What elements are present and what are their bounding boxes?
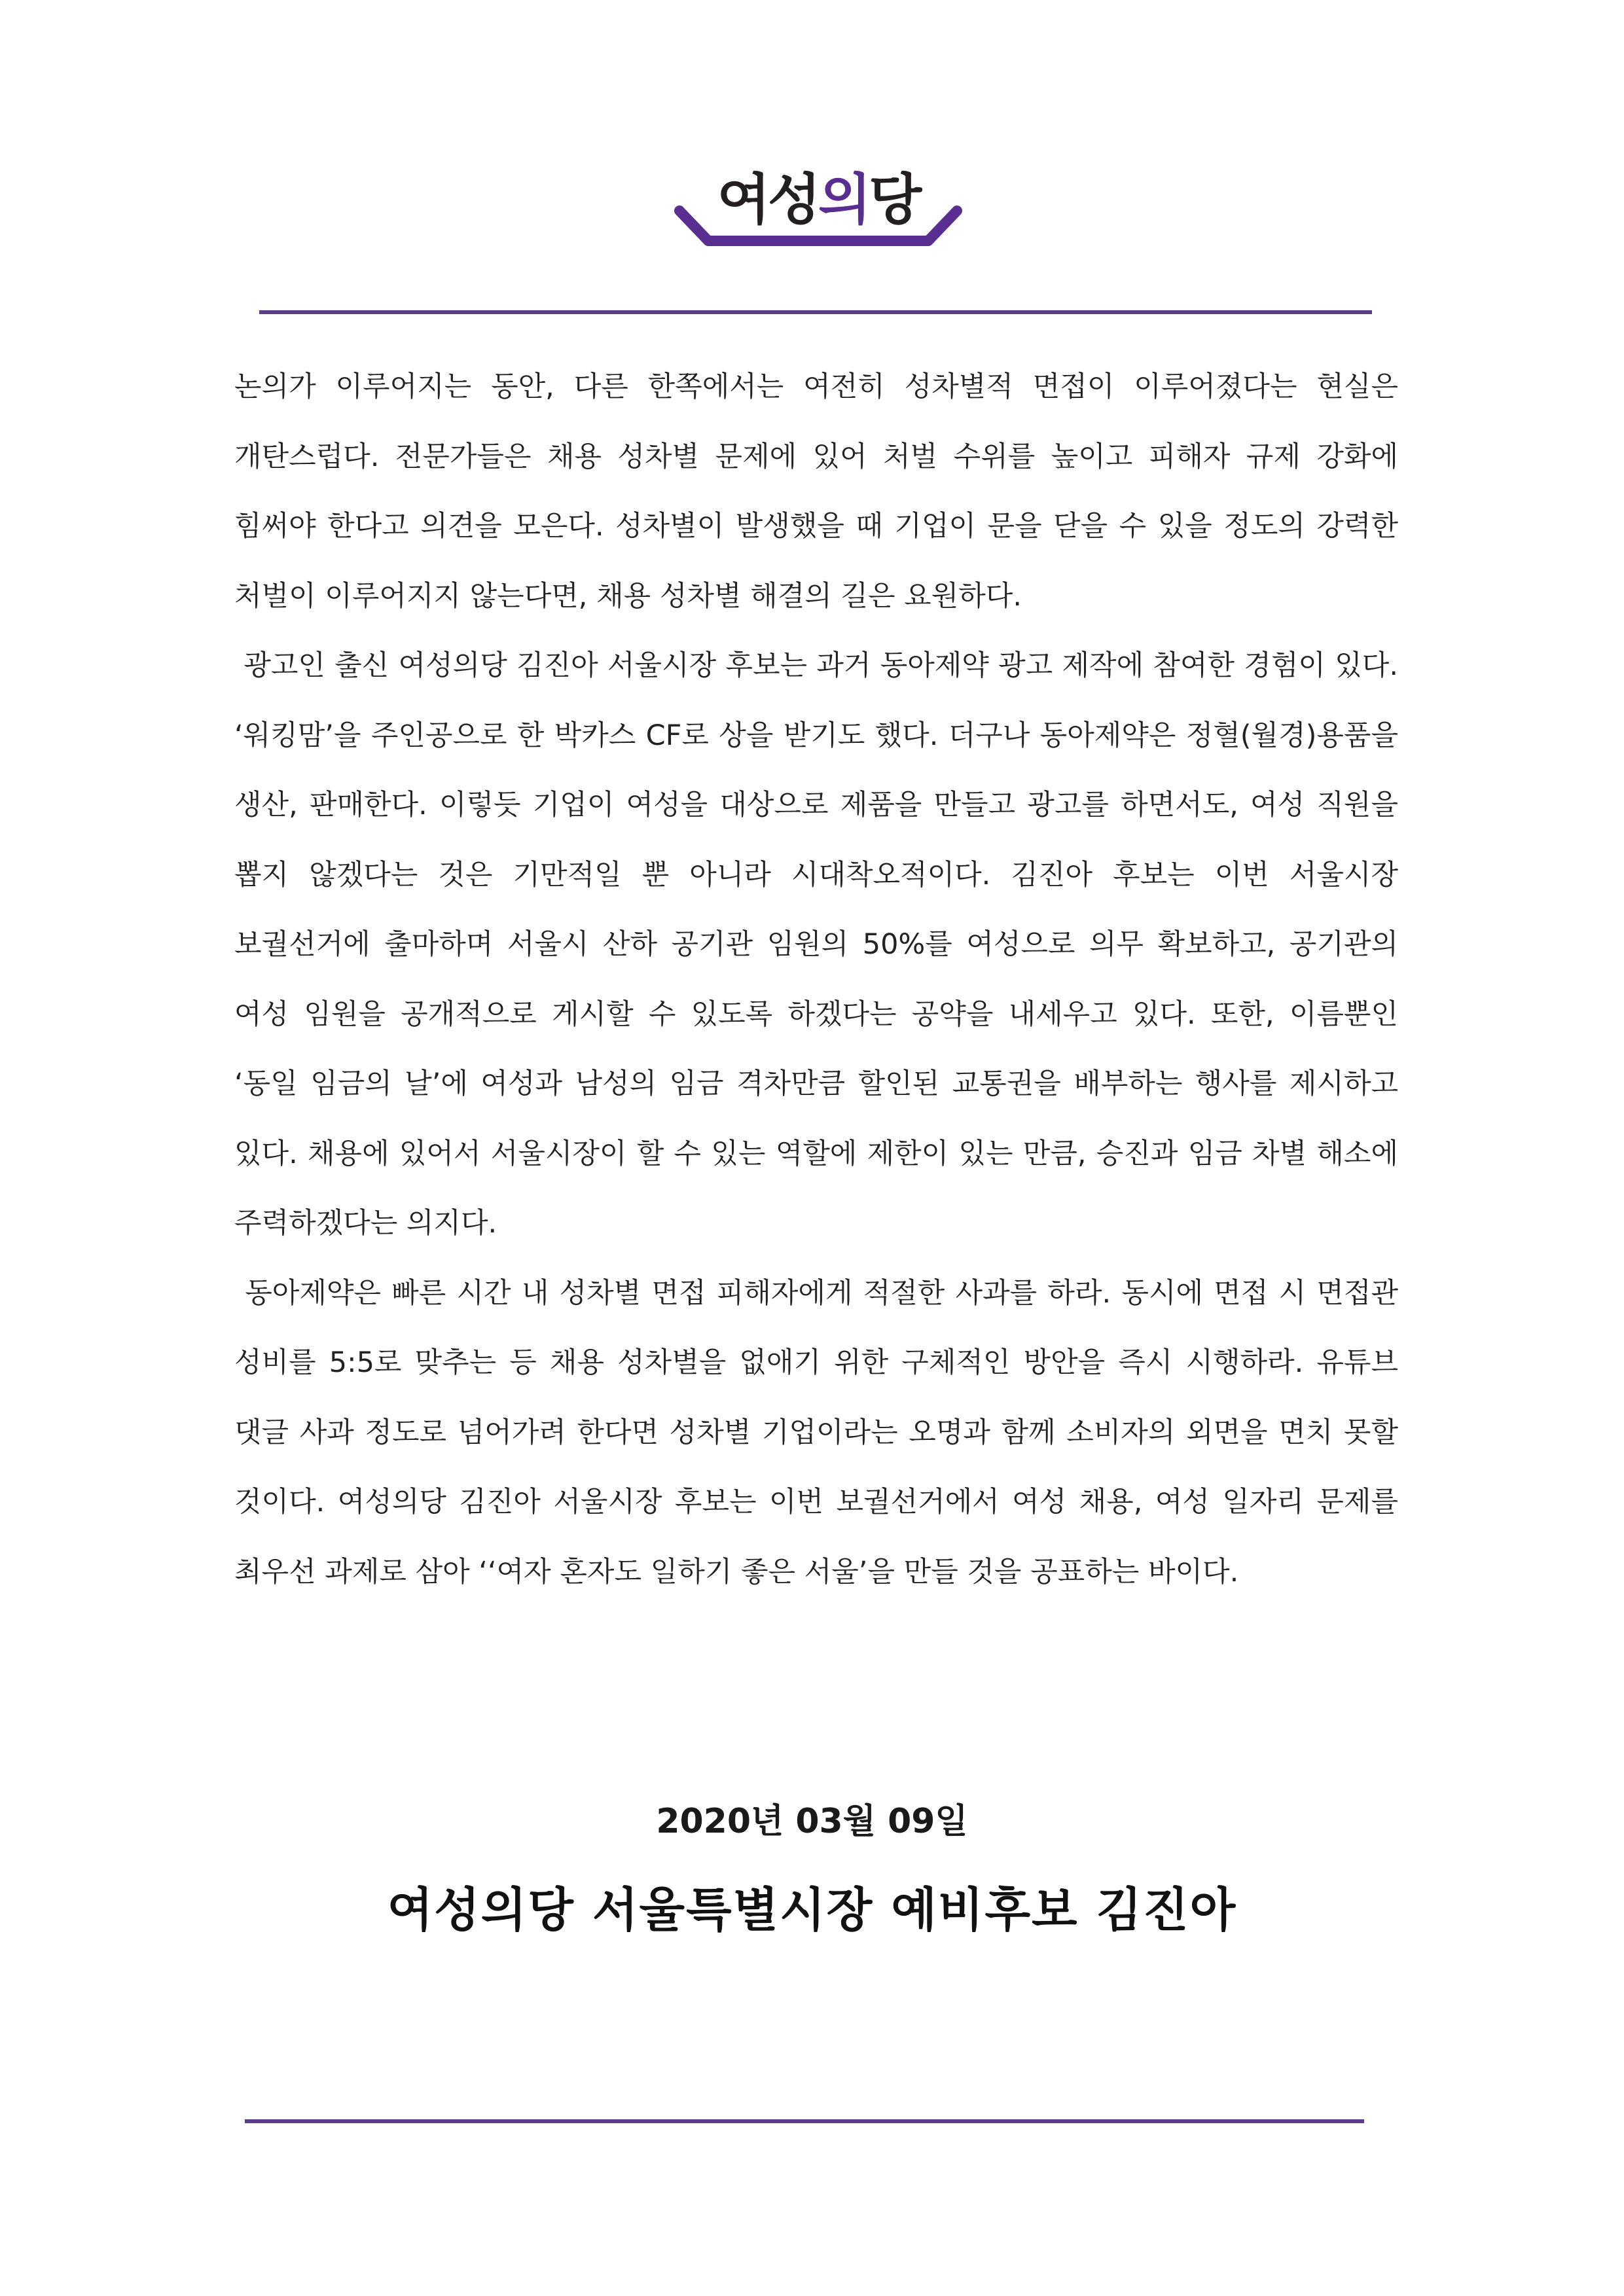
paragraph-3-text: 동아제약은 빠른 시간 내 성차별 면접 피해자에게 적절한 사과를 하라. 동시에 면접 시 면접관 성비를 5:5로 맞추는 등 채용 성차별을 없애기 위한 구체적인 방안을 즉시 시행하라. 유튜브 댓글 사과 정도로 넘어가려 한다면 성차별 기업이라는 오명과 함께 소비자의 외면을 면치 못할 것이다. 여성의당 김진아 서울시장 후보는 이번 보궐선거에서 여성 채용, 여성 일자리 문제를 최우선 과제로 삼아 ‘‘여자 혼자도 일하기 좋은 서울’을 만들 것을 공표하는 바이다. [234, 1276, 1399, 1588]
release-date: 2020년 03월 09일 [656, 1802, 968, 1841]
press-release-body [234, 352, 1398, 1607]
footer-divider [245, 2119, 1364, 2123]
logo-text-post: 당 [869, 168, 920, 232]
header-divider [259, 310, 1372, 314]
signature-line: 여성의당 서울특별시장 예비후보 김진아 [387, 1882, 1237, 1937]
logo-chevron-underline [674, 164, 962, 262]
paragraph-3 [234, 1259, 1398, 1607]
paragraph-2 [234, 631, 1398, 1259]
logo-text-accent: 의 [818, 168, 869, 232]
logo-text-pre: 여성 [717, 168, 818, 232]
paragraph-1: 논의가 이루어지는 동안, 다른 한쪽에서는 여전히 성차별적 면접이 이루어졌다는 현실은 개탄스럽다. 전문가들은 채용 성차별 문제에 있어 처벌 수위를 높이고 피해자 규제 강화에 힘써야 한다고 의견을 모은다. 성차별이 발생했을 때 기업이 문을 닫을 수 있을 정도의 강력한 처벌이 이루어지지 않는다면, 채용 성차별 해결의 길은 요원하다. [234, 370, 1398, 613]
party-logo [674, 164, 962, 262]
paragraph-2-text: 광고인 출신 여성의당 김진아 서울시장 후보는 과거 동아제약 광고 제작에 참여한 경험이 있다. ‘워킹맘’을 주인공으로 한 박카스 CF로 상을 받기도 했다. 더구나 동아제약은 정혈(월경)용품을 생산, 판매한다. 이렇듯 기업이 여성을 대상으로 제품을 만들고 광고를 하면서도, 여성 직원을 뽑지 않겠다는 것은 기만적일 뿐 아니라 시대착오적이다. 김진아 후보는 이번 서울시장 보궐선거에 출마하며 서울시 산하 공기관 임원의 50%를 여성으로 의무 확보하고, 공기관의 여성 임원을 공개적으로 게시할 수 있도록 하겠다는 공약을 내세우고 있다. 또한, 이름뿐인 ‘동일 임금의 날’에 여성과 남성의 임금 격차만큼 할인된 교통권을 배부하는 행사를 제시하고 있다. 채용에 있어서 서울시장이 할 수 있는 역할에 제한이 있는 만큼, 승진과 임금 차별 해소에 주력하겠다는 의지다. [234, 649, 1399, 1240]
